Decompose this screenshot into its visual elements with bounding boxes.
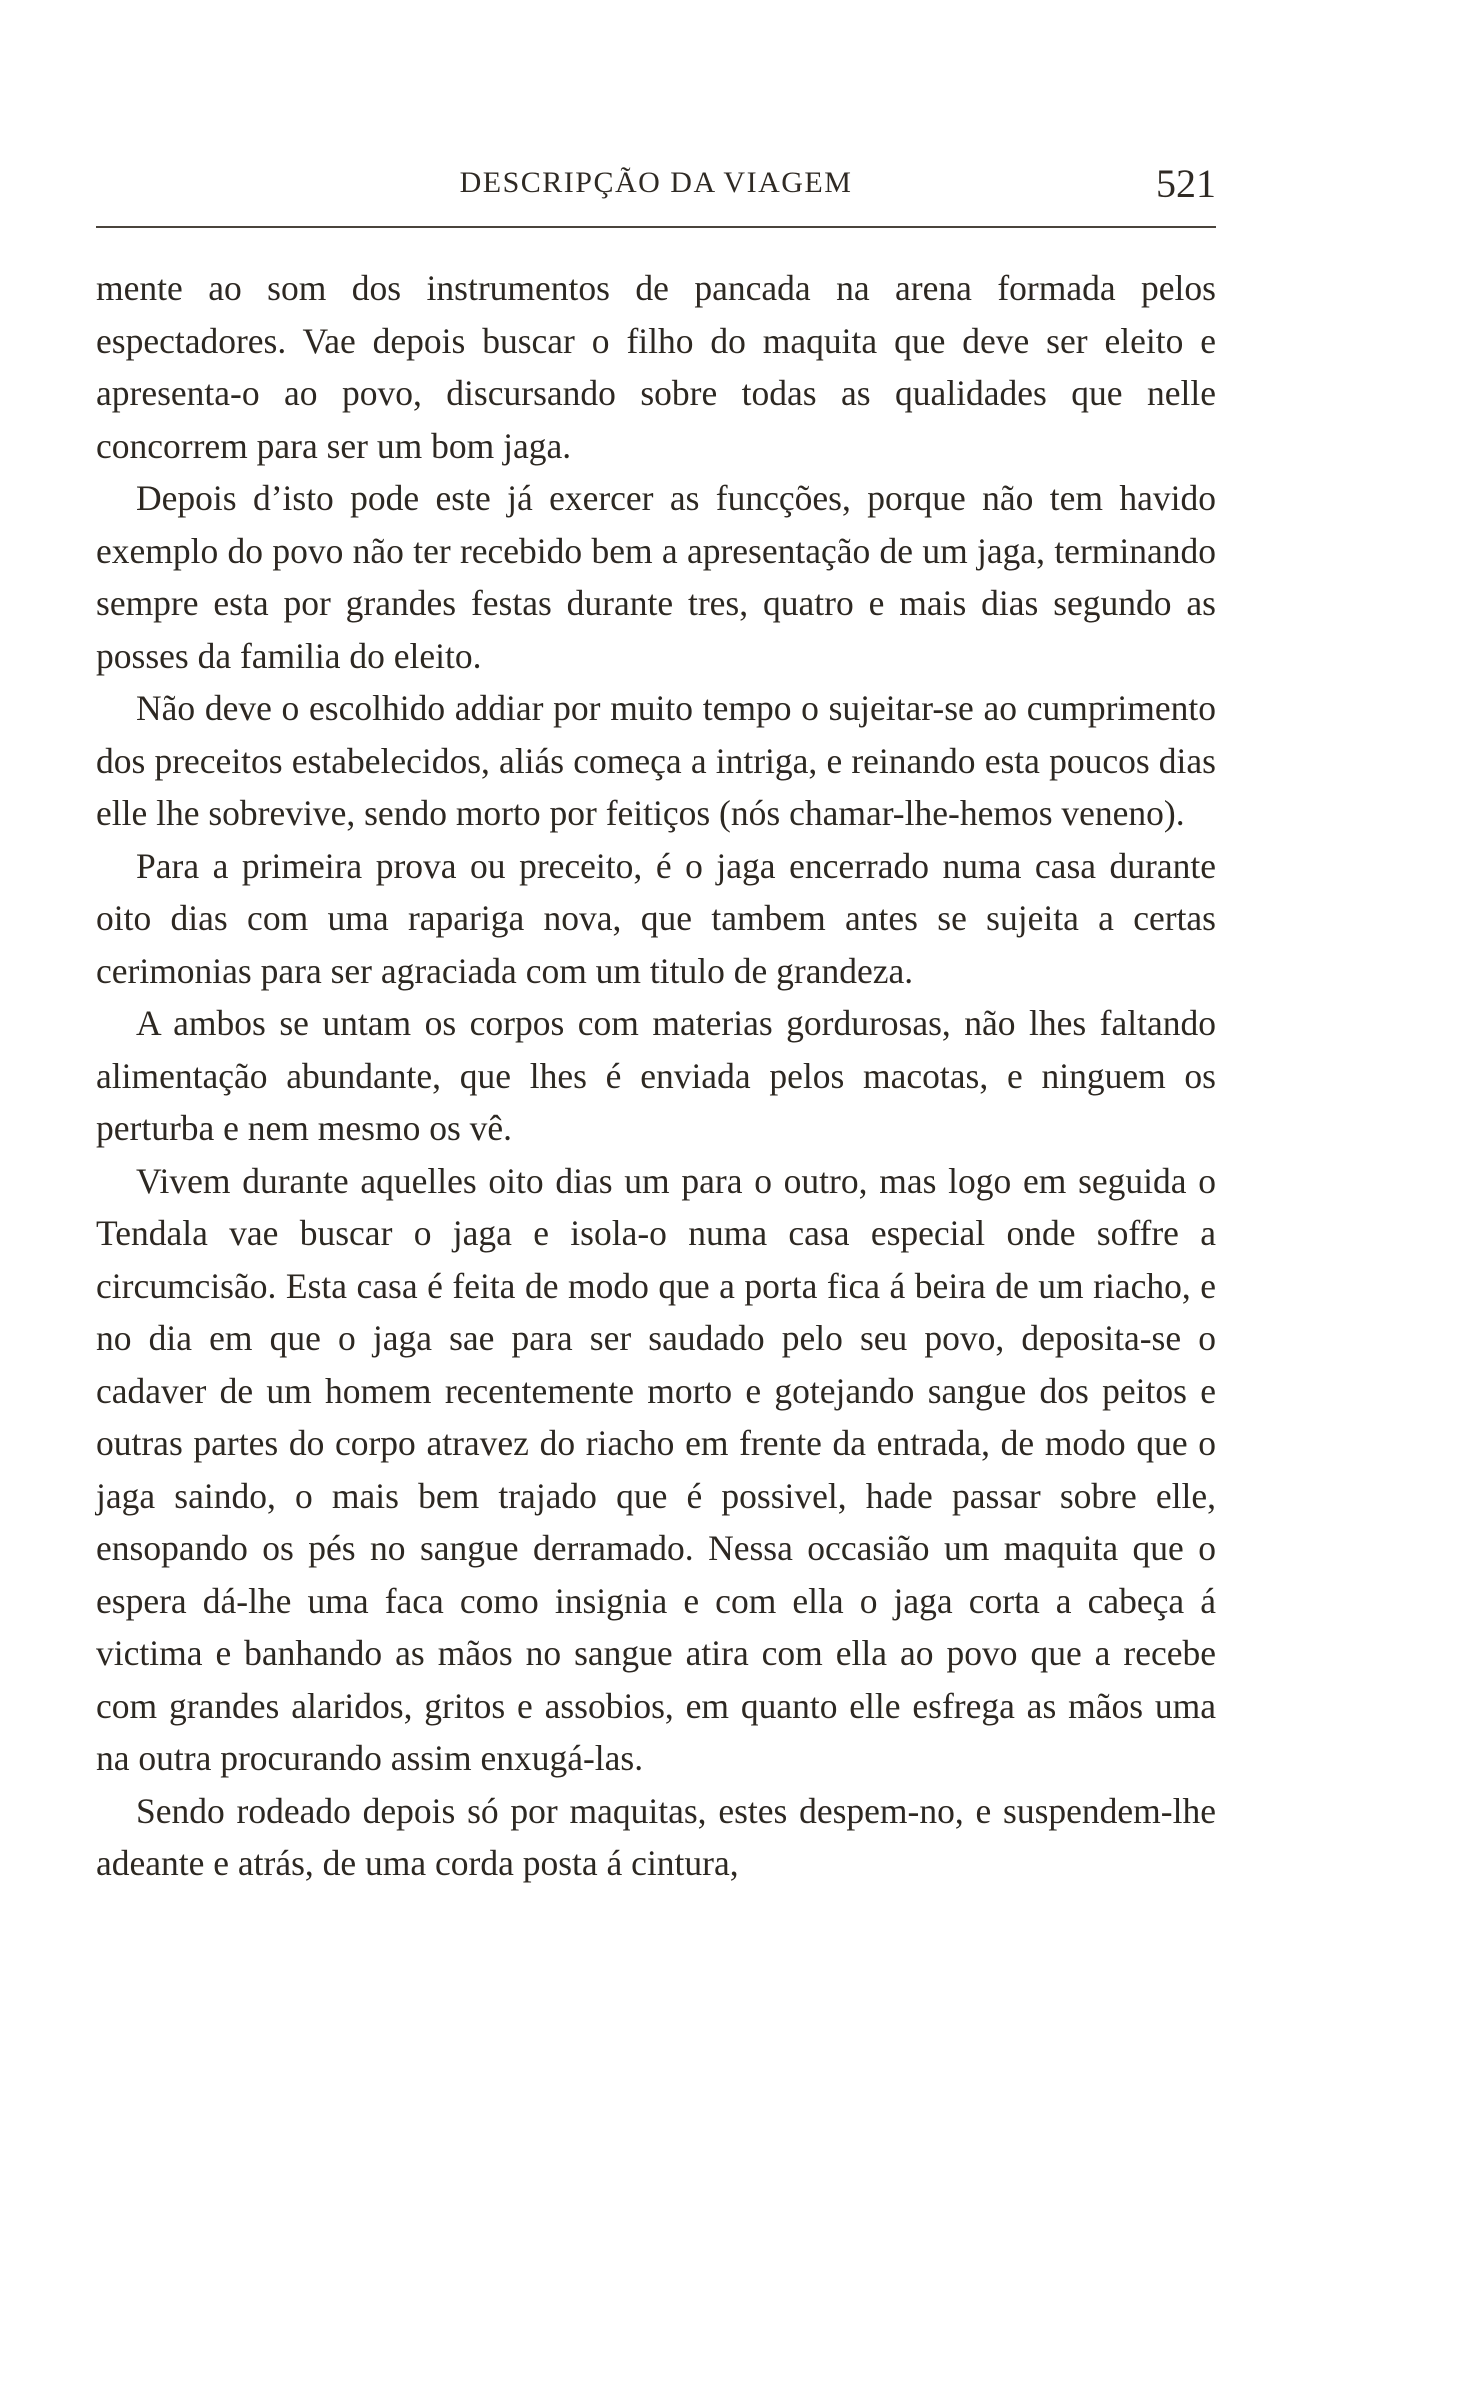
running-title: DESCRIPÇÃO DA VIAGEM — [459, 166, 853, 199]
body-text — [96, 262, 1216, 1890]
paragraph: Vivem durante aquelles oito dias um para o outro, mas logo em seguida o Tendala vae buscar o jaga e isola-o numa casa especial onde soffre a circumcisão. Esta casa é feita de modo que a porta fica á beira de um riacho, e no dia em que o jaga sae para ser saudado pelo seu povo, deposita-se o cadaver de um homem recentemente morto e gotejando sangue dos peitos e outras partes do corpo atravez do riacho em frente da entrada, de modo que o jaga saindo, o mais bem trajado que é possivel, hade passar sobre elle, ensopando os pés no sangue derramado. Nessa occasião um maquita que o espera dá-lhe uma faca como insignia e com ella o jaga corta a cabeça á victima e banhando as mãos no sangue atira com ella ao povo que a recebe com grandes alaridos, gritos e assobios, em quanto elle esfrega as mãos uma na outra procurando assim enxugá-las. — [96, 1160, 1216, 1778]
header-rule — [96, 226, 1216, 228]
paragraph: mente ao som dos instrumentos de pancada na arena formada pelos espectadores. Vae depois buscar o filho do maquita que deve ser eleito e apresenta-o ao povo, discursando sobre todas as qualidades que nelle concorrem para ser um bom jaga. — [96, 268, 1216, 466]
paragraph: Não deve o escolhido addiar por muito tempo o sujeitar-se ao cumprimento dos preceitos estabelecidos, aliás começa a intriga, e reinando esta poucos dias elle lhe sobrevive, sendo morto por feitiços (nós chamar-lhe-hemos veneno). — [96, 688, 1216, 833]
running-head — [96, 160, 1216, 208]
paragraph: Depois d’isto pode este já exercer as funcções, porque não tem havido exemplo do povo não ter recebido bem a apresentação de um jaga, terminando sempre esta por grandes festas durante tres, quatro e mais dias segundo as posses da familia do eleito. — [96, 478, 1216, 676]
page-number: 521 — [1156, 161, 1216, 206]
paragraph: A ambos se untam os corpos com materias gordurosas, não lhes faltando alimentação abundante, que lhes é enviada pelos macotas, e ninguem os perturba e nem mesmo os vê. — [96, 1003, 1216, 1148]
paragraph: Para a primeira prova ou preceito, é o jaga encerrado numa casa durante oito dias com uma rapariga nova, que tambem antes se sujeita a certas cerimonias para ser agraciada com um titulo de grandeza. — [96, 845, 1216, 991]
paragraph: Sendo rodeado depois só por maquitas, estes despem-no, e suspendem-lhe adeante e atrás, de uma corda posta á cintura, — [96, 1790, 1216, 1883]
